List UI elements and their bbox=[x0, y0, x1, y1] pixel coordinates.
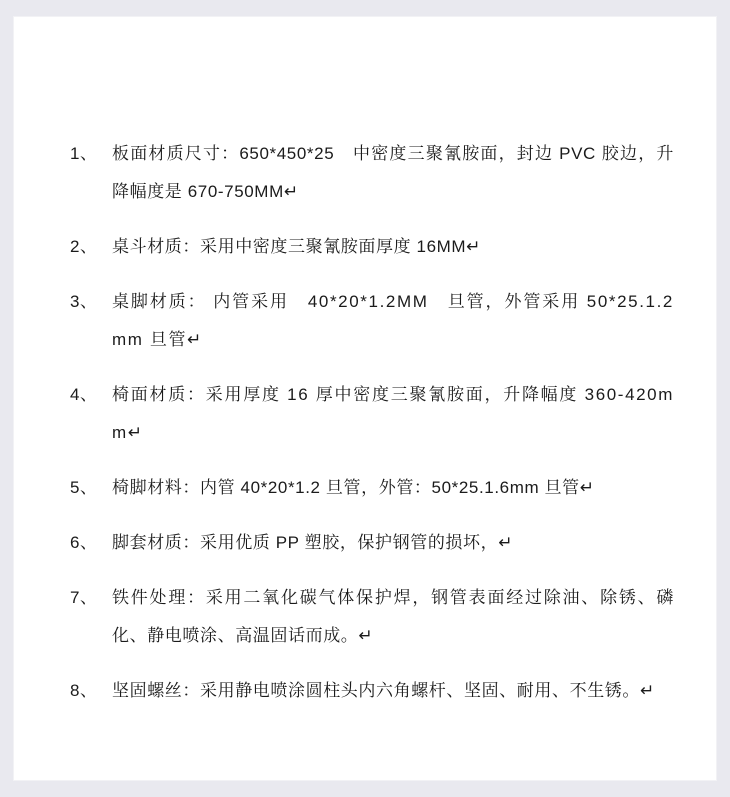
list-item bbox=[54, 135, 674, 211]
list-item bbox=[54, 283, 674, 359]
list-item-text: 铁件处理：采用二氧化碳气体保护焊，钢管表面经过除油、除锈、磷化、静电喷涂、高温固话而成。↵ bbox=[112, 588, 674, 645]
document-page bbox=[14, 17, 716, 780]
list-item-text: 坚固螺丝：采用静电喷涂圆柱头内六角螺杆、坚固、耐用、不生锈。↵ bbox=[112, 681, 655, 700]
list-item bbox=[54, 376, 674, 452]
list-item-number: 4、 bbox=[70, 385, 98, 404]
list-item bbox=[54, 524, 674, 562]
list-item-text: 椅面材质：采用厚度 16 厚中密度三聚氰胺面，升降幅度 360-420mm↵ bbox=[112, 385, 674, 442]
list-item-number: 8、 bbox=[70, 681, 98, 700]
list-item-number: 7、 bbox=[70, 588, 98, 607]
list-item bbox=[54, 469, 674, 507]
list-item-number: 2、 bbox=[70, 237, 98, 256]
list-item bbox=[54, 228, 674, 266]
list-item-number: 5、 bbox=[70, 478, 98, 497]
specification-list bbox=[54, 135, 674, 727]
list-item bbox=[54, 579, 674, 655]
list-item-text: 桌斗材质：采用中密度三聚氰胺面厚度 16MM↵ bbox=[112, 237, 481, 256]
list-item-number: 1、 bbox=[70, 144, 98, 163]
list-item-text: 椅脚材料：内管 40*20*1.2 旦管，外管：50*25.1.6mm 旦管↵ bbox=[112, 478, 595, 497]
list-item-text: 桌脚材质： 内管采用 40*20*1.2MM 旦管，外管采用 50*25.1.2mm 旦管↵ bbox=[112, 292, 674, 349]
list-item-number: 6、 bbox=[70, 533, 98, 552]
list-item-number: 3、 bbox=[70, 292, 98, 311]
list-item-text: 板面材质尺寸：650*450*25 中密度三聚氰胺面，封边 PVC 胶边，升降幅度是 670-750MM↵ bbox=[112, 144, 674, 201]
list-item-text: 脚套材质：采用优质 PP 塑胶，保护钢管的损坏，↵ bbox=[112, 533, 514, 552]
list-item bbox=[54, 672, 674, 710]
